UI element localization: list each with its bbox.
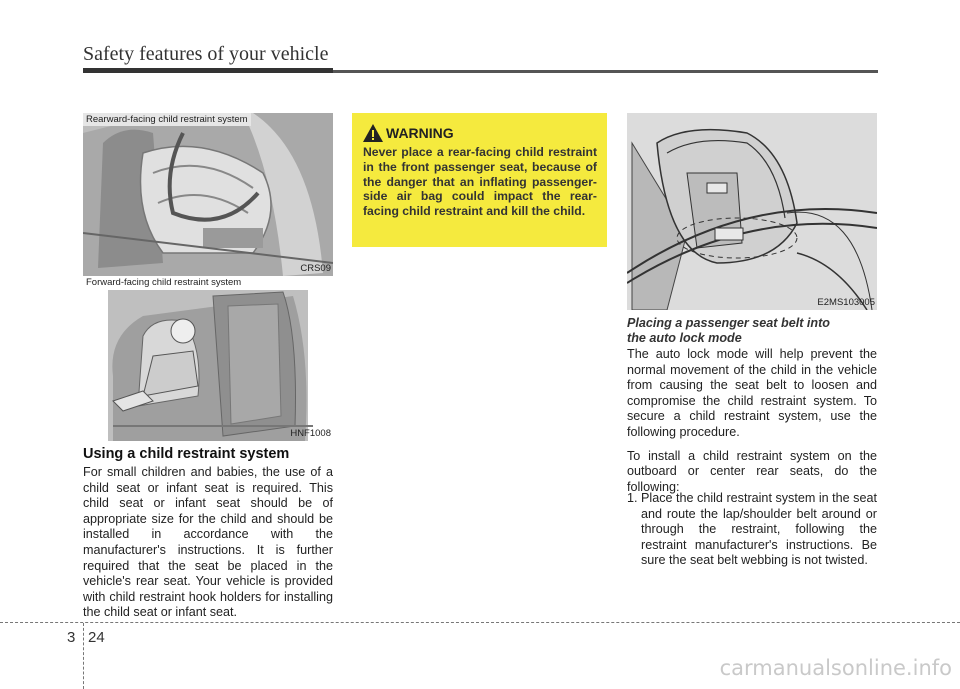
page-section-number: 3 xyxy=(67,629,76,646)
warning-title: WARNING xyxy=(386,125,454,141)
forward-caption: Forward-facing child restraint system xyxy=(83,276,244,289)
auto-lock-subheading xyxy=(627,316,830,345)
watermark: carmanualsonline.info xyxy=(719,656,952,680)
header-rule-accent xyxy=(83,68,333,73)
rearward-seat-illustration xyxy=(83,113,333,276)
rearward-facing-figure xyxy=(83,113,333,276)
warning-box xyxy=(352,113,607,247)
forward-facing-figure xyxy=(83,276,333,441)
left-body-text xyxy=(83,465,333,629)
section-heading: Using a child restraint system xyxy=(83,446,290,462)
footer-divider xyxy=(0,622,960,623)
warning-text: Never place a rear-facing child restraint in the front passenger seat, because of the danger that an inflating passenger-side air bag could impact the rear-facing child restraint and kill the child. xyxy=(363,145,597,219)
right-paragraph-1: The auto lock mode will help prevent the normal movement of the child in the vehicle from causing the seat belt to loosen and compromise the child restraint system. To secure a child restraint system, use the following procedure. xyxy=(627,347,877,439)
right-body-text xyxy=(627,347,877,503)
warning-triangle-icon xyxy=(362,123,384,143)
forward-figure-code: HNF1008 xyxy=(290,428,331,439)
list-item-number: 1. xyxy=(627,491,638,505)
page-title: Safety features of your vehicle xyxy=(83,43,329,65)
left-paragraph: For small children and babies, the use of a child seat or infant seat is required. This child seat or infant seat should be of appropriate size for the child and should be installed in accordance with the manufacturer's instructions. It is further required that the seat be placed in the vehicle's rear seat. Your vehicle is provided with child restraint hook holders for installing the child seat or infant seat. xyxy=(83,465,333,620)
list-item-text: Place the child restraint system in the seat and route the lap/shoulder belt around or through the restraint, following the restraint manufacturer's instructions. Be sure the seat belt webbing is not twisted. xyxy=(641,491,877,568)
subheading-line-2: the auto lock mode xyxy=(627,330,742,345)
auto-lock-figure xyxy=(627,113,877,310)
forward-seat-illustration xyxy=(83,276,333,441)
footer-vertical-divider xyxy=(83,623,84,689)
rearward-caption: Rearward-facing child restraint system xyxy=(83,113,251,126)
page-number: 24 xyxy=(88,629,105,646)
right-paragraph-2: To install a child restraint system on the outboard or center rear seats, do the following: xyxy=(627,448,877,494)
auto-lock-figure-code: E2MS103005 xyxy=(817,297,875,308)
subheading-line-1: Placing a passenger seat belt into xyxy=(627,316,830,330)
seat-belt-illustration xyxy=(627,113,877,310)
list-item xyxy=(627,491,877,569)
rearward-figure-code: CRS09 xyxy=(300,263,331,274)
